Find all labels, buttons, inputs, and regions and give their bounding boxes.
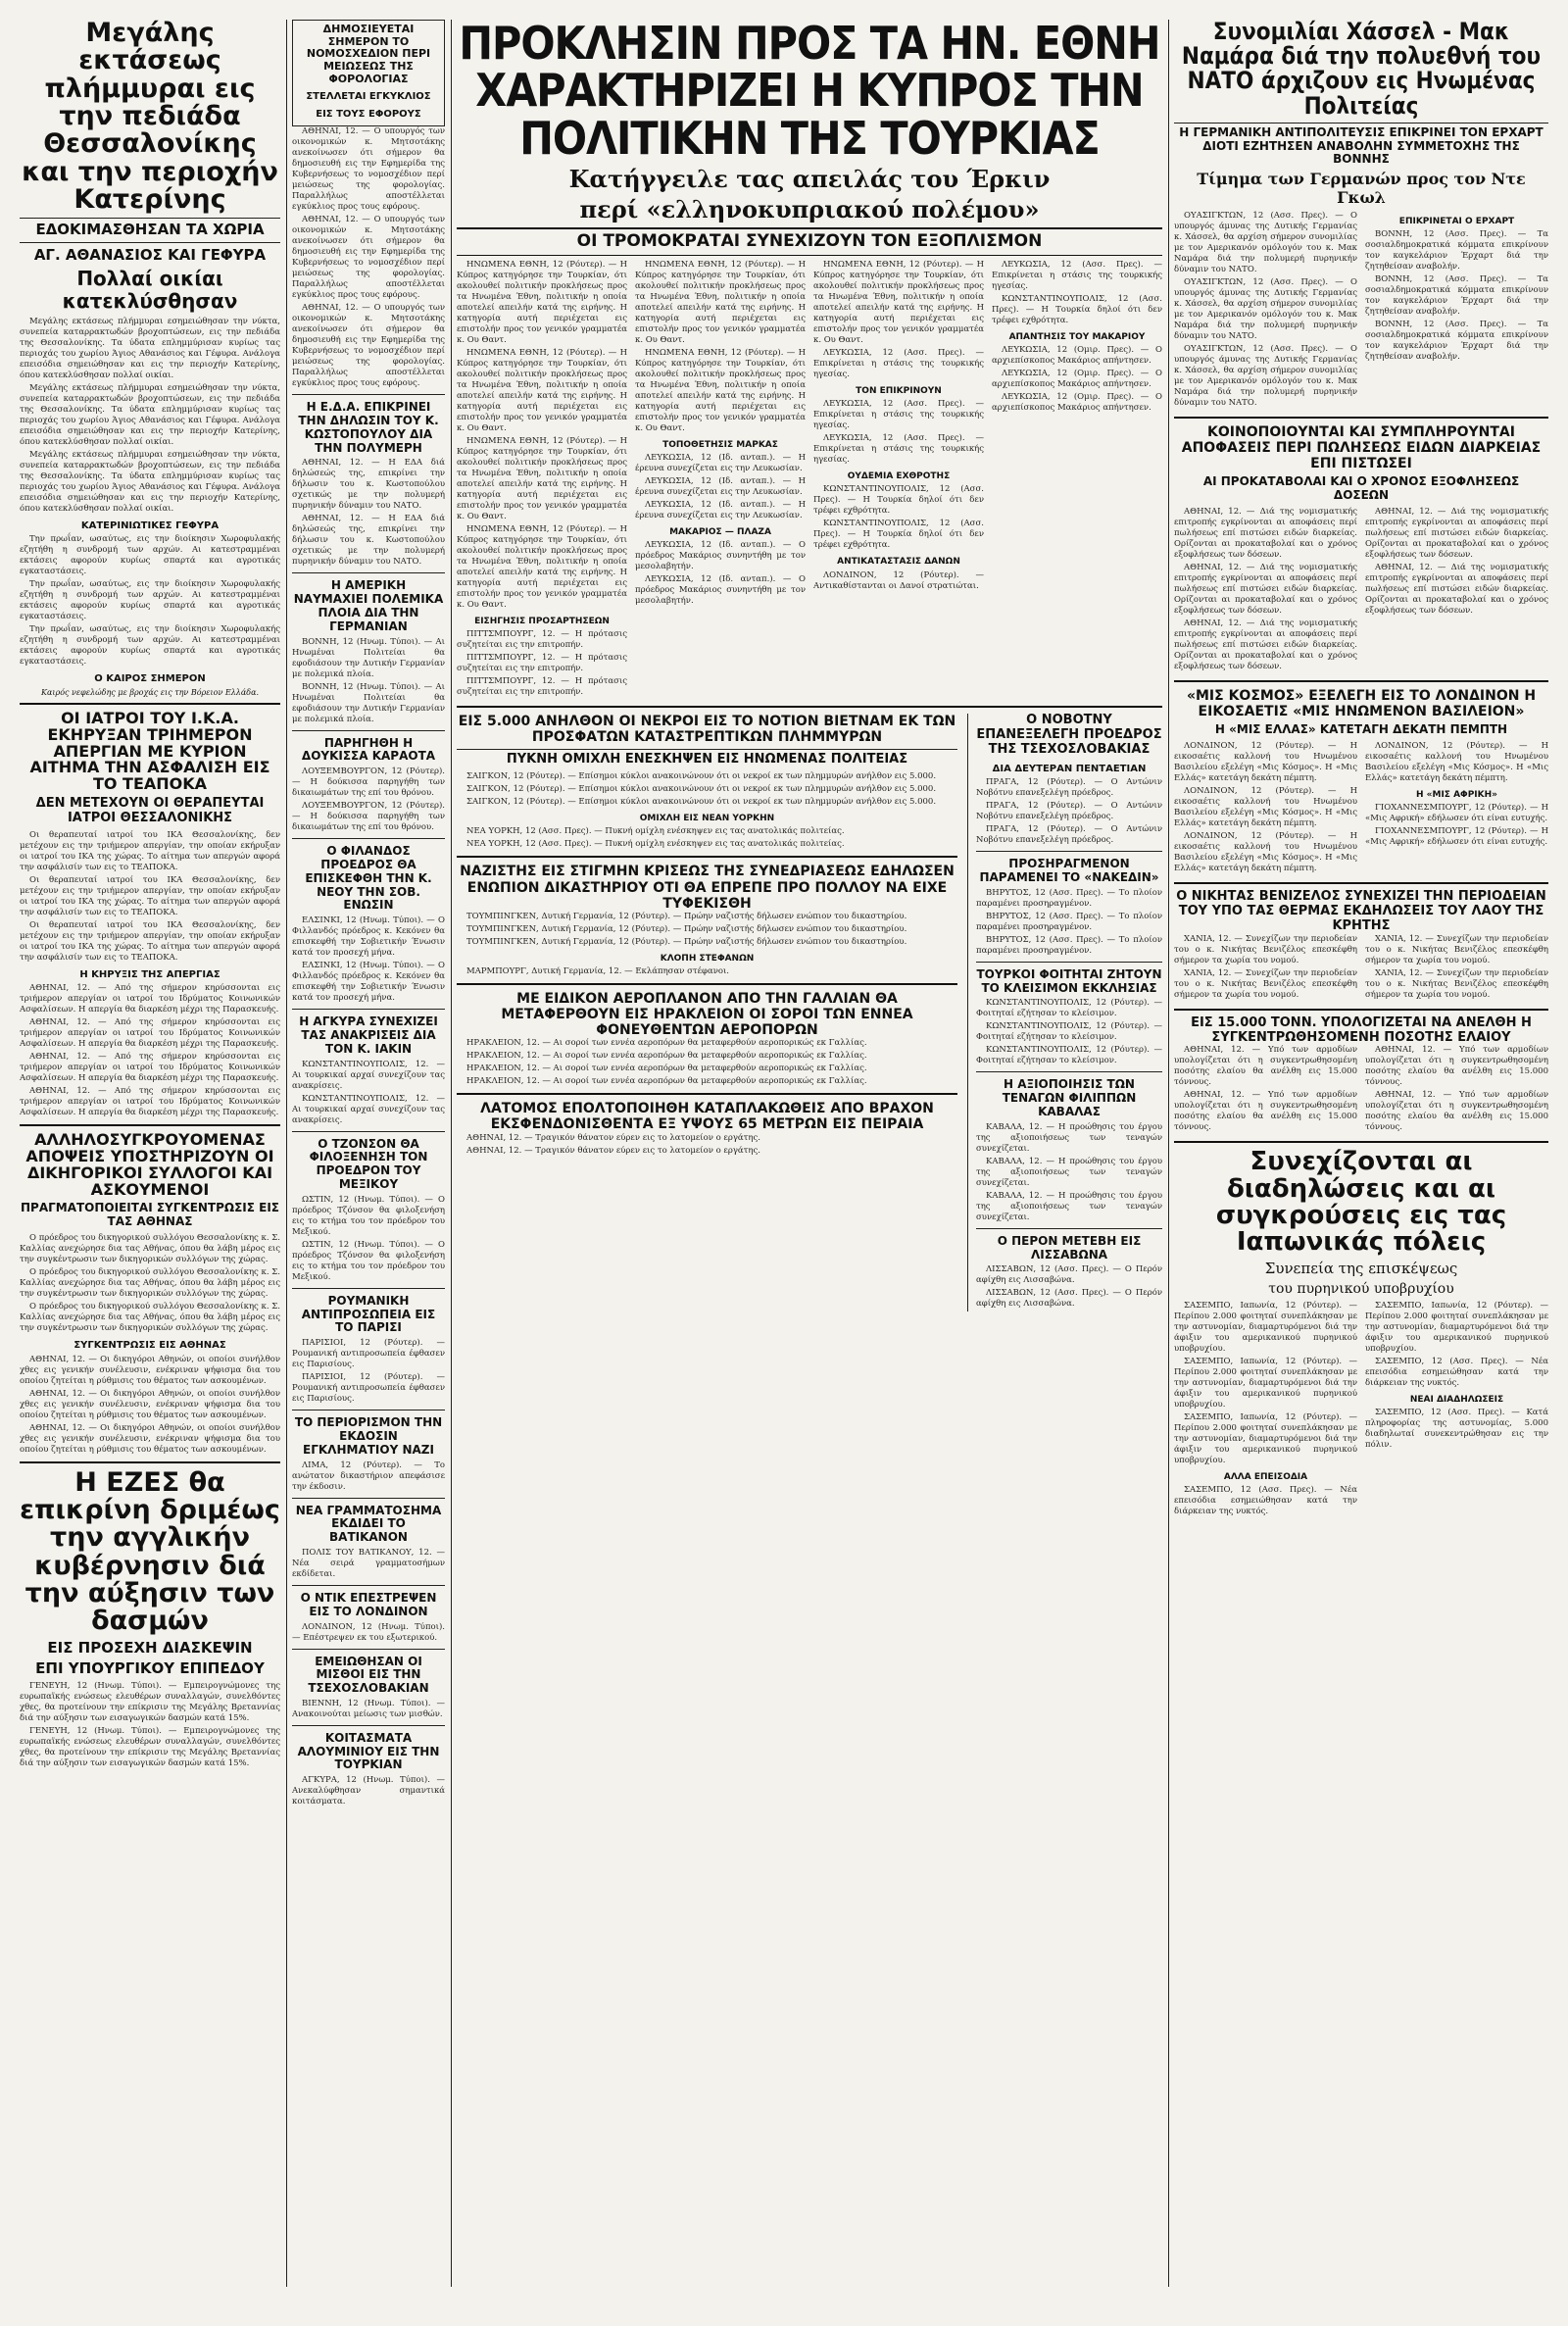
article-text: Ο πρόεδρος του δικηγορικού συλλόγου Θεσσαλονίκης κ. Σ. Καλλίας ανεχώρησε δια τας Αθήνας, όπου θα λάβη μέρος εις την συγκέντρωσιν των δικηγορικών συλλόγων της χώρας. Ο πρόεδρος του δικηγορικού συλλόγου Θεσσαλονίκης κ. Σ. Καλλίας ανεχώρησε δια τας Αθήνας, όπου θα λάβη μέρος εις την συγκέντρωσιν των δικηγορικών συλλόγων της χώρας. Ο πρόεδρος του δικηγορικού συλλόγου Θεσσαλονίκης κ. Σ. Καλλίας ανεχώρησε δια τας Αθήνας, όπου θα λάβη μέρος εις την συγκέντρωσιν των δικηγορικών συλλόγων της χώρας. (20, 1233, 280, 1334)
article-text: ΧΑΝΙΑ, 12. — Συνεχίζων την περιοδείαν του ο κ. Νικήτας Βενιζέλος επεσκέφθη σήμερον τα χωρία του νομού. ΧΑΝΙΑ, 12. — Συνεχίζων την περιοδείαν του ο κ. Νικήτας Βενιζέλος επεσκέφθη σήμερον τα χωρία του νομού. (1365, 933, 1548, 1000)
center-col (635, 260, 806, 700)
article-text: ΒΙΕΝΝΗ, 12 (Ηνωμ. Τύποι). — Ανακοινούται μείωσις των μισθών. (292, 1698, 445, 1719)
right-subcol (1365, 741, 1548, 876)
newspaper-page (20, 17, 1548, 2287)
subhead-houses: Πολλαί οικίαι κατεκλύσθησαν (62, 266, 238, 313)
article-text: ΛΕΥΚΩΣΙΑ, 12 (Ιδ. ανταπ.). — Ο πρόεδρος Μακάριος συνηντήθη με τον μεσολαβητήν. ΛΕΥΚΩΣΙΑ, 12 (Ιδ. ανταπ.). — Ο πρόεδρος Μακάριος συνηντήθη με τον μεσολαβητήν. (635, 540, 806, 607)
headline-students: ΤΟΥΡΚΟΙ ΦΟΙΤΗΤΑΙ ΖΗΤΟΥΝ ΤΟ ΚΛΕΙΣΙΜΟΝ ΕΚΚΛΗΣΙΑΣ (976, 966, 1162, 995)
center-block (457, 17, 1162, 1311)
article-text: ΧΑΝΙΑ, 12. — Συνεχίζων την περιοδείαν του ο κ. Νικήτας Βενιζέλος επεσκέφθη σήμερον τα χωρία του νομού. ΧΑΝΙΑ, 12. — Συνεχίζων την περιοδείαν του ο κ. Νικήτας Βενιζέλος επεσκέφθη σήμερον τα χωρία του νομού. (1174, 933, 1357, 1000)
right-columns (1174, 934, 1548, 1003)
headline-venizelos: Ο ΝΙΚΗΤΑΣ ΒΕΝΙΖΕΛΟΣ ΣΥΝΕΧΙΖΕΙ ΤΗΝ ΠΕΡΙΟΔΕΙΑΝ ΤΟΥ ΥΠΟ ΤΑΣ ΘΕΡΜΑΣ ΕΚΔΗΛΩΣΕΙΣ ΤΟΥ ΛΑΟΥ ΤΗΣ ΚΡΗΤΗΣ (1176, 888, 1546, 933)
article-text: ΝΕΑ ΥΟΡΚΗ, 12 (Ασσ. Πρες). — Πυκνή ομίχλη ενέσκηψεν εις τας ανατολικάς πολιτείας. ΝΕΑ ΥΟΡΚΗ, 12 (Ασσ. Πρες). — Πυκνή ομίχλη ενέσκηψεν εις τας ανατολικάς πολιτείας. (466, 826, 845, 850)
article-text: ΜΑΡΜΠΟΥΡΓ, Δυτική Γερμανία, 12. — Εκλάπησαν στέφανοι. (466, 966, 730, 977)
headline-aluminium: ΚΟΙΤΑΣΜΑΤΑ ΑΛΟΥΜΙΝΙΟΥ ΕΙΣ ΤΗΝ ΤΟΥΡΚΙΑΝ (297, 1730, 440, 1772)
subhead-opposition: Η ΓΕΡΜΑΝΙΚΗ ΑΝΤΙΠΟΛΙΤΕΥΣΙΣ ΕΠΙΚΡΙΝΕΙ ΤΟΝ ΕΡΧΑΡΤ ΔΙΟΤΙ ΕΖΗΤΗΣΕΝ ΑΝΑΒΟΛΗΝ ΣΥΜΜΕΤΟΧΗΣ ΤΗΣ ΒΟΝΝΗΣ (1174, 123, 1548, 167)
tax-bill-box (292, 20, 445, 126)
headline-miss-world: «ΜΙΣ ΚΟΣΜΟΣ» ΕΞΕΛΕΓΗ ΕΙΣ ΤΟ ΛΟΝΔΙΝΟΝ Η ΕΙΚΟΣΑΕΤΙΣ «ΜΙΣ ΗΝΩΜΕΝΟΝ ΒΑΣΙΛΕΙΟΝ» (1186, 687, 1537, 719)
tax-bill-sub2: ΕΙΣ ΤΟΥΣ ΕΦΟΡΟΥΣ (316, 108, 421, 120)
subhead-terrorists: ΟΙ ΤΡΟΜΟΚΡΑΤΑΙ ΣΥΝΕΧΙΖΟΥΝ ΤΟΝ ΕΞΟΠΛΙΣΜΟΝ (457, 227, 1162, 256)
article-text: ΚΩΝΣΤΑΝΤΙΝΟΥΠΟΛΙΣ, 12. — Αι τουρκικαί αρχαί συνεχίζουν τας ανακρίσεις. ΚΩΝΣΤΑΝΤΙΝΟΥΠΟΛΙΣ, 12. — Αι τουρκικαί αρχαί συνεχίζουν τας ανακρίσεις. (292, 1059, 445, 1125)
subhead-villages: ΕΔΟΚΙΜΑΣΘΗΣΑΝ ΤΑ ΧΩΡΙΑ (20, 218, 280, 242)
article-text: ΛΟΝΔΙΝΟΝ, 12 (Ηνωμ. Τύποι). — Επέστρεψεν εκ του εξωτερικού. (292, 1621, 445, 1643)
article-text: ΩΣΤΙΝ, 12 (Ηνωμ. Τύποι). — Ο πρόεδρος Τζόνσον θα φιλοξενήση εις το κτήμα του τον πρόεδρον του Μεξικού. ΩΣΤΙΝ, 12 (Ηνωμ. Τύποι). — Ο πρόεδρος Τζόνσον θα φιλοξενήση εις το κτήμα του τον πρόεδρον του Μεξικού. (292, 1194, 445, 1282)
headline-floods: Μεγάλης εκτάσεως πλήμμυραι εις την πεδιάδα Θεσσαλονίκης και την περιοχήν Κατερίνης (22, 18, 278, 216)
article-text: ΚΩΝΣΤΑΝΤΙΝΟΥΠΟΛΙΣ, 12 (Ασσ. Πρες). — Η Τουρκία δηλοί ότι δεν τρέφει εχθρότητα. ΚΩΝΣΤΑΝΤΙΝΟΥΠΟΛΙΣ, 12 (Ασσ. Πρες). — Η Τουρκία δηλοί ότι δεν τρέφει εχθρότητα. (813, 484, 984, 551)
column-rule (1168, 20, 1169, 2287)
article-text: ΗΡΑΚΛΕΙΟΝ, 12. — Αι σοροί των εννέα αεροπόρων θα μεταφερθούν αεροπορικώς εκ Γαλλίας. ΗΡΑΚΛΕΙΟΝ, 12. — Αι σοροί των εννέα αεροπόρων θα μεταφερθούν αεροπορικώς εκ Γαλλίας. ΗΡΑΚΛΕΙΟΝ, 12. — Αι σοροί των εννέα αεροπόρων θα μεταφερθούν αεροπορικώς εκ Γαλλίας. ΗΡΑΚΛΕΙΟΝ, 12. — Αι σοροί των εννέα αεροπόρων θα μεταφερθούν αεροπορικώς εκ Γαλλίας. (466, 1038, 867, 1087)
article-text: ΒΗΡΥΤΟΣ, 12 (Ασσ. Πρες). — Το πλοίον παραμένει προσηραγμένον. ΒΗΡΥΤΟΣ, 12 (Ασσ. Πρες). — Το πλοίον παραμένει προσηραγμένον. ΒΗΡΥΤΟΣ, 12 (Ασσ. Πρες). — Το πλοίον παραμένει προσηραγμένον. (976, 887, 1162, 956)
article-text: ΟΥΑΣΙΓΚΤΩΝ, 12 (Ασσ. Πρες). — Ο υπουργός άμυνας της Δυτικής Γερμανίας κ. Χάσσελ, θα αρχίση σήμερον συνομιλίας με τον Αμερικανόν ομόλογόν του κ. Μακ Ναμάρα διά την πολυμερή πυρηνικήν δύναμιν του ΝΑΤΟ. ΟΥΑΣΙΓΚΤΩΝ, 12 (Ασσ. Πρες). — Ο υπουργός άμυνας της Δυτικής Γερμανίας κ. Χάσσελ, θα αρχίση σήμερον συνομιλίας με τον Αμερικανόν ομόλογόν του κ. Μακ Ναμάρα διά την πολυμερή πυρηνικήν δύναμιν του ΝΑΤΟ. ΟΥΑΣΙΓΚΤΩΝ, 12 (Ασσ. Πρες). — Ο υπουργός άμυνας της Δυτικής Γερμανίας κ. Χάσσελ, θα αρχίση σήμερον συνομιλίας με τον Αμερικανόν ομόλογόν του κ. Μακ Ναμάρα διά την πολυμερή πυρηνικήν δύναμιν του ΝΑΤΟ. (1174, 210, 1357, 408)
section-head: ΚΛΟΠΗ ΣΤΕΦΑΝΩΝ (660, 953, 755, 964)
headline-ezes: Η ΕΖΕΣ θα επικρίνη δριμέως την αγγλικήν κυβέρνησιν διά την αύξησιν των δασμών (20, 1466, 280, 1637)
article-text: ΑΘΗΝΑΙ, 12. — Διά της νομισματικής επιτροπής εγκρίνονται αι αποφάσεις περί πωλήσεως επί πιστώσει ειδών διαρκείας. Ορίζονται αι προκαταβολαί και ο χρόνος εξοφλήσεως των δόσεων. ΑΘΗΝΑΙ, 12. — Διά της νομισματικής επιτροπής εγκρίνονται αι αποφάσεις περί πωλήσεως επί πιστώσει ειδών διαρκείας. Ορίζονται αι προκαταβολαί και ο χρόνος εξοφλήσεως των δόσεων. ΑΘΗΝΑΙ, 12. — Διά της νομισματικής επιτροπής εγκρίνονται αι αποφάσεις περί πωλήσεως επί πιστώσει ειδών διαρκείας. Ορίζονται αι προκαταβολαί και ο χρόνος εξοφλήσεως των δόσεων. (1174, 506, 1357, 671)
article-text: Οι θεραπευταί ιατροί του ΙΚΑ Θεσσαλονίκης, δεν μετέχουν εις την τριήμερον απεργίαν, την οποίαν εκήρυξαν οι ιατροί του ΙΚΑ της χώρας. Το αίτημα των απεργών αφορά την ασφάλισίν των εις το ΤΕΑΠΟΚΑ. Οι θεραπευταί ιατροί του ΙΚΑ Θεσσαλονίκης, δεν μετέχουν εις την τριήμερον απεργίαν, την οποίαν εκήρυξαν οι ιατροί του ΙΚΑ της χώρας. Το αίτημα των απεργών αφορά την ασφάλισίν των εις το ΤΕΑΠΟΚΑ. Οι θεραπευταί ιατροί του ΙΚΑ Θεσσαλονίκης, δεν μετέχουν εις την τριήμερον απεργίαν, την οποίαν εκήρυξαν οι ιατροί του ΙΚΑ της χώρας. Το αίτημα των απεργών αφορά την ασφάλισίν των εις το ΤΕΑΠΟΚΑ. (20, 829, 280, 963)
right-columns (1174, 211, 1548, 411)
headline-credit: ΚΟΙΝΟΠΟΙΟΥΝΤΑΙ ΚΑΙ ΣΥΜΠΛΗΡΟΥΝΤΑΙ ΑΠΟΦΑΣΕΙΣ ΠΕΡΙ ΠΩΛΗΣΕΩΣ ΕΙΔΩΝ ΔΙΑΡΚΕΙΑΣ ΕΠΙ ΠΙΣΤΩΣΕΙ (1181, 423, 1542, 472)
headline-salaries: ΕΜΕΙΩΘΗΣΑΝ ΟΙ ΜΙΣΘΟΙ ΕΙΣ ΤΗΝ ΤΣΕΧΟΣΛΟΒΑΚΙΑΝ (308, 1654, 429, 1696)
headline-nato: Συνομιλίαι Χάσσελ - Μακ Ναμάρα διά την πολυεθνή του ΝΑΤΟ άρχιζουν εις Ηνωμένας Πολιτείας (1181, 18, 1542, 120)
subhead-miss-greece: Η «ΜΙΣ ΕΛΛΑΣ» ΚΑΤΕΤΑΓΗ ΔΕΚΑΤΗ ΠΕΜΠΤΗ (1214, 721, 1508, 736)
center-col (992, 260, 1162, 700)
headline-finnish: Ο ΦΙΛΑΝΔΟΣ ΠΡΟΕΔΡΟΣ ΘΑ ΕΠΙΣΚΕΦΘΗ ΤΗΝ Κ. ΝΕΟΥ ΤΗΝ ΣΟΒ. ΕΝΩΣΙΝ (305, 844, 432, 913)
headline-romanian: ΡΟΥΜΑΝΙΚΗ ΑΝΤΙΠΡΟΣΩΠΕΙΑ ΕΙΣ ΤΟ ΠΑΡΙΣΙ (301, 1293, 436, 1335)
headline-nakedin: ΠΡΟΣΗΡΑΓΜΕΝΟΝ ΠΑΡΑΜΕΝΕΙ ΤΟ «ΝΑΚΕΔΙΝ» (979, 857, 1159, 885)
headline-nazi-trial: ΝΑΖΙΣΤΗΣ ΕΙΣ ΣΤΙΓΜΗΝ ΚΡΙΣΕΩΣ ΤΗΣ ΣΥΝΕΔΡΙΑΣΕΩΣ ΕΔΗΛΩΣΕΝ ΕΝΩΠΙΟΝ ΔΙΚΑΣΤΗΡΙΟΥ ΟΤΙ ΘΑ ΕΠΡΕΠΕ ΠΡΟ ΠΟΛΛΟΥ ΝΑ ΕΙΧΕ ΤΥΦΕΚΙΣΘΗ (460, 864, 955, 912)
article-text: ΚΑΒΑΛΑ, 12. — Η προώθησις του έργου της αξιοποιήσεως των τεναγών συνεχίζεται. ΚΑΒΑΛΑ, 12. — Η προώθησις του έργου της αξιοποιήσεως των τεναγών συνεχίζεται. ΚΑΒΑΛΑ, 12. — Η προώθησις του έργου της αξιοποιήσεως των τεναγών συνεχίζεται. (976, 1121, 1162, 1222)
headline-japan: Συνεχίζονται αι διαδηλώσεις και αι συγκρούσεις εις τας Ιαπωνικάς πόλεις (1215, 1147, 1507, 1258)
headline-nik: Ο ΝΤΙΚ ΕΠΕΣΤΡΕΨΕΝ ΕΙΣ ΤΟ ΛΟΝΔΙΝΟΝ (300, 1590, 437, 1618)
article-text: ΓΙΟΧΑΝΝΕΣΜΠΟΥΡΓ, 12 (Ρόυτερ). — Η «Μις Αφρική» εδήλωσεν ότι είναι ευτυχής. ΓΙΟΧΑΝΝΕΣΜΠΟΥΡΓ, 12 (Ρόυτερ). — Η «Μις Αφρική» εδήλωσεν ότι είναι ευτυχής. (1365, 803, 1548, 848)
section-head: ΤΟΠΟΘΕΤΗΣΙΣ ΜΑΡΚΑΣ (662, 439, 778, 450)
article-text: ΛΙΣΣΑΒΩΝ, 12 (Ασσ. Πρες). — Ο Περόν αφίχθη εις Λισσαβώνα. ΛΙΣΣΑΒΩΝ, 12 (Ασσ. Πρες). — Ο Περόν αφίχθη εις Λισσαβώνα. (976, 1264, 1162, 1310)
subhead-erkin: Κατήγγειλε τας απειλάς του Έρκιν (568, 164, 1051, 193)
subhead-price: Τίμημα των Γερμανών προς τον Ντε Γκωλ (1197, 170, 1526, 207)
article-text: ΛΕΥΚΩΣΙΑ, 12 (Ασσ. Πρες). — Επικρίνεται η στάσις της τουρκικής ηγεσίας. ΚΩΝΣΤΑΝΤΙΝΟΥΠΟΛΙΣ, 12 (Ασσ. Πρες). — Η Τουρκία δηλοί ότι δεν τρέφει εχθρότητα. (992, 259, 1162, 325)
left-column (20, 20, 280, 1771)
center-lower-left (457, 714, 957, 1311)
article-text: ΑΘΗΝΑΙ, 12. — Ο υπουργός των οικονομικών κ. Μητσοτάκης ανεκοίνωσεν ότι σήμερον θα δημοσιευθή εις την Εφημερίδα της Κυβερνήσεως το νομοσχέδιον περί μειώσεως της φορολογίας. Παραλλήλως αποστέλλεται εγκύκλιος προς τους εφόρους. ΑΘΗΝΑΙ, 12. — Ο υπουργός των οικονομικών κ. Μητσοτάκης ανεκοίνωσεν ότι σήμερον θα δημοσιευθή εις την Εφημερίδα της Κυβερνήσεως το νομοσχέδιον περί μειώσεως της φορολογίας. Παραλλήλως αποστέλλεται εγκύκλιος προς τους εφόρους. ΑΘΗΝΑΙ, 12. — Ο υπουργός των οικονομικών κ. Μητσοτάκης ανεκοίνωσεν ότι σήμερον θα δημοσιευθή εις την Εφημερίδα της Κυβερνήσεως το νομοσχέδιον περί μειώσεως της φορολογίας. Παραλλήλως αποστέλλεται εγκύκλιος προς τους εφόρους. (292, 126, 445, 389)
weather-text: Καιρός νεφελώδης με βροχάς εις την Βόρειον Ελλάδα. (40, 687, 260, 697)
headline-peron: Ο ΠΕΡΟΝ ΜΕΤΕΒΗ ΕΙΣ ΛΙΣΣΑΒΩΝΑ (997, 1233, 1142, 1262)
article-text: ΑΓΚΥΡΑ, 12 (Ηνωμ. Τύποι). — Ανεκαλύφθησαν σημαντικά κοιτάσματα. (292, 1775, 445, 1807)
subhead-visit: Συνεπεία της επισκέψεως (1264, 1259, 1458, 1277)
right-columns (1174, 1301, 1548, 1519)
article-text: ΑΘΗΝΑΙ, 12. — Διά της νομισματικής επιτροπής εγκρίνονται αι αποφάσεις περί πωλήσεως επί πιστώσει ειδών διαρκείας. Ορίζονται αι προκαταβολαί και ο χρόνος εξοφλήσεως των δόσεων. ΑΘΗΝΑΙ, 12. — Διά της νομισματικής επιτροπής εγκρίνονται αι αποφάσεις περί πωλήσεως επί πιστώσει ειδών διαρκείας. Ορίζονται αι προκαταβολαί και ο χρόνος εξοφλήσεως των δόσεων. (1365, 506, 1548, 616)
column-rule (286, 20, 287, 2287)
article-text: ΛΟΥΞΕΜΒΟΥΡΓΟΝ, 12 (Ρόυτερ). — Η δούκισσα παρηγήθη των δικαιωμάτων της επί του θρόνου. ΛΟΥΞΕΜΒΟΥΡΓΟΝ, 12 (Ρόυτερ). — Η δούκισσα παρηγήθη των δικαιωμάτων της επί του θρόνου. (292, 767, 445, 833)
section-head: ΑΠΑΝΤΗΣΙΣ ΤΟΥ ΜΑΚΑΡΙΟΥ (1008, 331, 1146, 342)
headline-vietnam: ΕΙΣ 5.000 ΑΝΗΛΘΟΝ ΟΙ ΝΕΚΡΟΙ ΕΙΣ ΤΟ ΝΟΤΙΟΝ ΒΙΕΤΝΑΜ ΕΚ ΤΩΝ ΠΡΟΣΦΑΤΩΝ ΚΑΤΑΣΤΡΕΠΤΙΚΩΝ ΠΛΗΜΜΥΡΩΝ (458, 713, 956, 746)
article-text: Μεγάλης εκτάσεως πλήμμυραι εσημειώθησαν την νύκτα, συνεπεία καταρρακτωδών βροχοπτώσεων, εις την πεδιάδα της Θεσσαλονίκης. Τα ύδατα επλημμύρισαν κυρίως τας περιοχάς του χωρίου Άγιος Αθανάσιος και Γέφυρα. Ανάλογα επεισόδια σημειώθησαν και εις την περιοχήν Κατερίνης, όπου κατεκλύσθησαν πολλαί οικίαι. Μεγάλης εκτάσεως πλήμμυραι εσημειώθησαν την νύκτα, συνεπεία καταρρακτωδών βροχοπτώσεων, εις την πεδιάδα της Θεσσαλονίκης. Τα ύδατα επλημμύρισαν κυρίως τας περιοχάς του χωρίου Άγιος Αθανάσιος και Γέφυρα. Ανάλογα επεισόδια σημειώθησαν και εις την περιοχήν Κατερίνης, όπου κατεκλύσθησαν πολλαί οικίαι. Μεγάλης εκτάσεως πλήμμυραι εσημειώθησαν την νύκτα, συνεπεία καταρρακτωδών βροχοπτώσεων, εις την πεδιάδα της Θεσσαλονίκης. Τα ύδατα επλημμύρισαν κυρίως τας περιοχάς του χωρίου Άγιος Αθανάσιος και Γέφυρα. Ανάλογα επεισόδια σημειώθησαν και εις την περιοχήν Κατερίνης, όπου κατεκλύσθησαν πολλαί οικίαι. (20, 316, 280, 514)
article-text: ΑΘΗΝΑΙ, 12. — Υπό των αρμοδίων υπολογίζεται ότι η συγκεντρωθησομένη ποσότης ελαίου θα ανέλθη εις 15.000 τόννους. ΑΘΗΝΑΙ, 12. — Υπό των αρμοδίων υπολογίζεται ότι η συγκεντρωθησομένη ποσότης ελαίου θα ανέλθη εις 15.000 τόννους. (1365, 1045, 1548, 1133)
section-head: ΟΜΙΧΛΗ ΕΙΣ ΝΕΑΝ ΥΟΡΚΗΝ (639, 814, 775, 824)
subhead-credit: ΑΙ ΠΡΟΚΑΤΑΒΟΛΑΙ ΚΑΙ Ο ΧΡΟΝΟΣ ΕΞΟΦΛΗΣΕΩΣ ΔΟΣΕΩΝ (1202, 474, 1520, 502)
article-text: ΑΘΗΝΑΙ, 12. — Οι δικηγόροι Αθηνών, οι οποίοι συνήλθον χθες εις γενικήν συνέλευσιν, ενέκριναν ψήφισμα δια του οποίου ζητείται η ρύθμισις του θέματος των ασκουμένων. ΑΘΗΝΑΙ, 12. — Οι δικηγόροι Αθηνών, οι οποίοι συνήλθον χθες εις γενικήν συνέλευσιν, ενέκριναν ψήφισμα δια του οποίου ζητείται η ρύθμισις του θέματος των ασκουμένων. ΑΘΗΝΑΙ, 12. — Οι δικηγόροι Αθηνών, οι οποίοι συνήλθον χθες εις γενικήν συνέλευσιν, ενέκριναν ψήφισμα δια του οποίου ζητείται η ρύθμισις του θέματος των ασκουμένων. (20, 1354, 280, 1455)
article-text: ΕΛΣΙΝΚΙ, 12 (Ηνωμ. Τύποι). — Ο Φιλλανδός πρόεδρος κ. Κεκόνεν θα επισκεφθή την Σοβιετικήν Ένωσιν κατά τον προσεχή μήνα. ΕΛΣΙΝΚΙ, 12 (Ηνωμ. Τύποι). — Ο Φιλλανδός πρόεδρος κ. Κεκόνεν θα επισκεφθή την Σοβιετικήν Ένωσιν κατά τον προσεχή μήνα. (292, 916, 445, 1004)
right-subcol (1365, 211, 1548, 411)
article-text: ΠΡΑΓΑ, 12 (Ρόυτερ). — Ο Αντώνιν Νοβότνυ επανεξελέγη πρόεδρος. ΠΡΑΓΑ, 12 (Ρόυτερ). — Ο Αντώνιν Νοβότνυ επανεξελέγη πρόεδρος. ΠΡΑΓΑ, 12 (Ρόυτερ). — Ο Αντώνιν Νοβότνυ επανεξελέγη πρόεδρος. (976, 777, 1162, 846)
headline-lawyers: ΑΛΛΗΛΟΣΥΓΚΡΟΥΟΜΕΝΑΣ ΑΠΟΨΕΙΣ ΥΠΟΣΤΗΡΙΖΟΥΝ ΟΙ ΔΙΚΗΓΟΡΙΚΟΙ ΣΥΛΛΟΓΟΙ ΚΑΙ ΑΣΚΟΥΜΕΝΟΙ (25, 1130, 274, 1199)
center-col (457, 260, 627, 700)
tax-bill-sub: ΣΤΕΛΛΕΤΑΙ ΕΓΚΥΚΛΙΟΣ (306, 91, 431, 103)
subhead-war: περί «ελληνοκυπριακού πολέμου» (579, 195, 1040, 224)
center-col (813, 260, 984, 700)
article-text: ΠΙΤΤΣΜΠΟΥΡΓ, 12. — Η πρότασις συζητείται εις την επιτροπήν. ΠΙΤΤΣΜΠΟΥΡΓ, 12. — Η πρότασις συζητείται εις την επιτροπήν. ΠΙΤΤΣΜΠΟΥΡΓ, 12. — Η πρότασις συζητείται εις την επιτροπήν. (457, 628, 627, 697)
article-text: ΒΟΝΝΗ, 12 (Ηνωμ. Τύποι). — Αι Ηνωμέναι Πολιτείαι θα εφοδιάσουν την Δυτικήν Γερμανίαν με πολεμικά πλοία. ΒΟΝΝΗ, 12 (Ηνωμ. Τύποι). — Αι Ηνωμέναι Πολιτείαι θα εφοδιάσουν την Δυτικήν Γερμανίαν με πολεμικά πλοία. (292, 636, 445, 724)
article-text: ΣΑΙΓΚΟΝ, 12 (Ρόυτερ). — Επίσημοι κύκλοι ανακοινώνουν ότι οι νεκροί εκ των πλημμυρών ανήλθον εις 5.000. ΣΑΙΓΚΟΝ, 12 (Ρόυτερ). — Επίσημοι κύκλοι ανακοινώνουν ότι οι νεκροί εκ των πλημμυρών ανήλθον εις 5.000. ΣΑΙΓΚΟΝ, 12 (Ρόυτερ). — Επίσημοι κύκλοι ανακοινώνουν ότι οι νεκροί εκ των πλημμυρών ανήλθον εις 5.000. (466, 771, 937, 808)
article-text: ΛΙΜΑ, 12 (Ρόυτερ). — Το ανώτατον δικαστήριον απεφάσισε την έκδοσιν. (292, 1460, 445, 1492)
center-lower-right (967, 714, 1162, 1311)
subhead-agathanasios: ΑΓ. ΑΘΑΝΑΣΙΟΣ ΚΑΙ ΓΕΦΥΡΑ (33, 245, 267, 264)
headline-novotny: Ο ΝΟΒΟΤΝΥ ΕΠΑΝΕΞΕΛΕΓΗ ΠΡΟΕΔΡΟΣ ΤΗΣ ΤΣΕΧΟΣΛΟΒΑΚΙΑΣ (976, 712, 1162, 757)
section-head: ΣΥΓΚΕΝΤΡΩΣΙΣ ΕΙΣ ΑΘΗΝΑΣ (74, 1340, 226, 1352)
section-head: ΕΠΙΚΡΙΝΕΤΑΙ Ο ΕΡΧΑΡΤ (1398, 216, 1515, 226)
article-text: ΣΑΣΕΜΠΟ, 12 (Ασσ. Πρες). — Νέα επεισόδια εσημειώθησαν κατά την διάρκειαν της νυκτός. (1174, 1485, 1357, 1517)
article-text: ΤΟΥΜΠΙΝΓΚΕΝ, Δυτική Γερμανία, 12 (Ρόυτερ). — Πρώην ναζιστής δήλωσεν ενώπιον του δικαστηρίου. ΤΟΥΜΠΙΝΓΚΕΝ, Δυτική Γερμανία, 12 (Ρόυτερ). — Πρώην ναζιστής δήλωσεν ενώπιον του δικαστηρίου. ΤΟΥΜΠΙΝΓΚΕΝ, Δυτική Γερμανία, 12 (Ρόυτερ). — Πρώην ναζιστής δήλωσεν ενώπιον του δικαστηρίου. (466, 911, 907, 947)
article-text: Την πρωΐαν, ωσαύτως, εις την διοίκησιν Χωροφυλακής εζητήθη η συνδρομή των αρχών. Αι κατεστραμμέναι εκτάσεις αφορούν κυρίως σπαρτά και αγροτικάς εγκαταστάσεις. Την πρωΐαν, ωσαύτως, εις την διοίκησιν Χωροφυλακής εζητήθη η συνδρομή των αρχών. Αι κατεστραμμέναι εκτάσεις αφορούν κυρίως σπαρτά και αγροτικάς εγκαταστάσεις. Την πρωΐαν, ωσαύτως, εις την διοίκησιν Χωροφυλακής εζητήθη η συνδρομή των αρχών. Αι κατεστραμμέναι εκτάσεις αφορούν κυρίως σπαρτά και αγροτικάς εγκαταστάσεις. (20, 534, 280, 668)
headline-nazi: ΤΟ ΠΕΡΙΟΡΙΣΜΟΝ ΤΗΝ ΕΚΔΟΣΙΝ ΕΓΚΛΗΜΑΤΙΟΥ ΝΑΖΙ (294, 1415, 443, 1457)
headline-warships: Η ΑΜΕΡΙΚΗ ΝΑΥΜΑΧΙΕΙ ΠΟΛΕΜΙΚΑ ΠΛΟΙΑ ΔΙΑ ΤΗΝ ΓΕΡΜΑΝΙΑΝ (293, 578, 444, 633)
weather-head: Ο ΚΑΙΡΟΣ ΣΗΜΕΡΟΝ (94, 673, 206, 685)
subhead-novotny: ΔΙΑ ΔΕΥΤΕΡΑΝ ΠΕΝΤΑΕΤΙΑΝ (992, 763, 1147, 774)
article-text: ΛΕΥΚΩΣΙΑ, 12 (Ιδ. ανταπ.). — Η έρευνα συνεχίζεται εις την Λευκωσίαν. ΛΕΥΚΩΣΙΑ, 12 (Ιδ. ανταπ.). — Η έρευνα συνεχίζεται εις την Λευκωσίαν. ΛΕΥΚΩΣΙΑ, 12 (Ιδ. ανταπ.). — Η έρευνα συνεχίζεται εις την Λευκωσίαν. (635, 452, 806, 520)
headline-tenagi: Η ΑΞΙΟΠΟΙΗΣΙΣ ΤΩΝ ΤΕΝΑΓΩΝ ΦΙΛΙΠΠΩΝ ΚΑΒΑΛΑΣ (1002, 1077, 1137, 1119)
subhead-lawyers: ΠΡΑΓΜΑΤΟΠΟΙΕΙΤΑΙ ΣΥΓΚΕΝΤΡΩΣΙΣ ΕΙΣ ΤΑΣ ΑΘΗΝΑΣ (20, 1201, 280, 1229)
section-head: Η ΚΗΡΥΞΙΣ ΤΗΣ ΑΠΕΡΓΙΑΣ (79, 968, 220, 980)
section-head: ΑΝΤΙΚΑΤΑΣΤΑΣΙΣ ΔΑΝΩΝ (837, 557, 960, 568)
subhead-doctors: ΔΕΝ ΜΕΤΕΧΟΥΝ ΟΙ ΘΕΡΑΠΕΥΤΑΙ ΙΑΤΡΟΙ ΘΕΣΣΑΛΟΝΙΚΗΣ (35, 795, 265, 825)
headline-johnson: Ο ΤΖΟΝΣΟΝ ΘΑ ΦΙΛΟΞΕΝΗΣΗ ΤΟΝ ΠΡΟΕΔΡΟΝ ΤΟΥ ΜΕΞΙΚΟΥ (309, 1136, 428, 1191)
article-text: ΗΝΩΜΕΝΑ ΕΘΝΗ, 12 (Ρόυτερ). — Η Κύπρος κατηγόρησε την Τουρκίαν, ότι ακολουθεί πολιτικήν προκλήσεως προς τα Ηνωμένα Έθνη, πολιτικήν η οποία αποτελεί απειλήν κατά της ειρήνης. Η κατηγορία αυτή περιέχεται εις επιστολήν προς τον γενικόν γραμματέα κ. Ου Θαντ. ΗΝΩΜΕΝΑ ΕΘΝΗ, 12 (Ρόυτερ). — Η Κύπρος κατηγόρησε την Τουρκίαν, ότι ακολουθεί πολιτικήν προκλήσεως προς τα Ηνωμένα Έθνη, πολιτικήν η οποία αποτελεί απειλήν κατά της ειρήνης. Η κατηγορία αυτή περιέχεται εις επιστολήν προς τον γενικόν γραμματέα κ. Ου Θαντ. ΗΝΩΜΕΝΑ ΕΘΝΗ, 12 (Ρόυτερ). — Η Κύπρος κατηγόρησε την Τουρκίαν, ότι ακολουθεί πολιτικήν προκλήσεως προς τα Ηνωμένα Έθνη, πολιτικήν η οποία αποτελεί απειλήν κατά της ειρήνης. Η κατηγορία αυτή περιέχεται εις επιστολήν προς τον γενικόν γραμματέα κ. Ου Θαντ. ΗΝΩΜΕΝΑ ΕΘΝΗ, 12 (Ρόυτερ). — Η Κύπρος κατηγόρησε την Τουρκίαν, ότι ακολουθεί πολιτικήν προκλήσεως προς τα Ηνωμένα Έθνη, πολιτικήν η οποία αποτελεί απειλήν κατά της ειρήνης. Η κατηγορία αυτή περιέχεται εις επιστολήν προς τον γενικόν γραμματέα κ. Ου Θαντ. (457, 259, 627, 610)
article-text: ΣΑΣΕΜΠΟ, Ιαπωνία, 12 (Ρόυτερ). — Περίπου 2.000 φοιτηταί συνεπλάκησαν με την αστυνομίαν, διαμαρτυρόμενοι διά την άφιξιν του αμερικανικού πυρηνικού υποβρυχίου. ΣΑΣΕΜΠΟ, 12 (Ασσ. Πρες). — Νέα επεισόδια εσημειώθησαν κατά την διάρκειαν της νυκτός. (1365, 1301, 1548, 1388)
headline-cyprus: ΠΡΟΚΛΗΣΙΝ ΠΡΟΣ ΤΑ ΗΝ. ΕΘΝΗ ΧΑΡΑΚΤΗΡΙΖΕΙ Η ΚΥΠΡΟΣ ΤΗΝ ΠΟΛΙΤΙΚΗΝ ΤΗΣ ΤΟΥΡΚΙΑΣ (459, 17, 1160, 165)
right-subcol (1174, 1301, 1357, 1519)
article-text: ΒΟΝΝΗ, 12 (Ασσ. Πρες). — Τα σοσιαλδημοκρατικά κόμματα επικρίνουν τον καγκελάριον Έρχαρτ διά την ζητηθείσαν αναβολήν. ΒΟΝΝΗ, 12 (Ασσ. Πρες). — Τα σοσιαλδημοκρατικά κόμματα επικρίνουν τον καγκελάριον Έρχαρτ διά την ζητηθείσαν αναβολήν. ΒΟΝΝΗ, 12 (Ασσ. Πρες). — Τα σοσιαλδημοκρατικά κόμματα επικρίνουν τον καγκελάριον Έρχαρτ διά την ζητηθείσαν αναβολήν. (1365, 229, 1548, 363)
headline-eda: Η Ε.Δ.Α. ΕΠΙΚΡΙΝΕΙ ΤΗΝ ΔΗΛΩΣΙΝ ΤΟΥ Κ. ΚΩΣΤΟΠΟΥΛΟΥ ΔΙΑ ΤΗΝ ΠΟΛΥΜΕΡΗ (298, 400, 439, 455)
center-columns (457, 260, 1162, 700)
article-text: ΑΘΗΝΑΙ, 12. — Η ΕΔΑ διά δηλώσεώς της, επικρίνει την δήλωσιν του κ. Κωστοπούλου σχετικώς με την πολυμερή πυρηνικήν δύναμιν του ΝΑΤΟ. ΑΘΗΝΑΙ, 12. — Η ΕΔΑ διά δηλώσεώς της, επικρίνει την δήλωσιν του κ. Κωστοπούλου σχετικώς με την πολυμερή πυρηνικήν δύναμιν του ΝΑΤΟ. (292, 458, 445, 568)
center-lower (457, 714, 1162, 1311)
article-text: ΛΕΥΚΩΣΙΑ, 12 (Ασσ. Πρες). — Επικρίνεται η στάσις της τουρκικής ηγεσίας. ΛΕΥΚΩΣΙΑ, 12 (Ασσ. Πρες). — Επικρίνεται η στάσις της τουρκικής ηγεσίας. (813, 398, 984, 465)
section-head: ΑΛΛΑ ΕΠΕΙΣΟΔΙΑ (1223, 1472, 1308, 1482)
article-text: ΑΘΗΝΑΙ, 12. — Τραγικόν θάνατον εύρεν εις το λατομείον ο εργάτης. ΑΘΗΝΑΙ, 12. — Τραγικόν θάνατον εύρεν εις το λατομείον ο εργάτης. (466, 1132, 760, 1156)
right-columns (1174, 507, 1548, 674)
right-columns (1174, 741, 1548, 876)
headline-quarry: ΛΑΤΟΜΟΣ ΕΠΟΛΤΟΠΟΙΗΘΗ ΚΑΤΑΠΛΑΚΩΘΕΙΣ ΑΠΟ ΒΡΑΧΟΝ ΕΚΣΦΕΝΔΟΝΙΣΘΕΝΤΑ ΕΞ ΥΨΟΥΣ 65 ΜΕΤΡΩΝ ΕΙΣ ΠΕΙΡΑΙΑ (480, 1101, 934, 1133)
section-head: ΟΥΔΕΜΙΑ ΕΧΘΡΟΤΗΣ (847, 470, 951, 481)
article-text: ΣΑΣΕΜΠΟ, Ιαπωνία, 12 (Ρόυτερ). — Περίπου 2.000 φοιτηταί συνεπλάκησαν με την αστυνομίαν, διαμαρτυρόμενοι διά την άφιξιν του αμερικανικού πυρηνικού υποβρυχίου. ΣΑΣΕΜΠΟ, Ιαπωνία, 12 (Ρόυτερ). — Περίπου 2.000 φοιτηταί συνεπλάκησαν με την αστυνομίαν, διαμαρτυρόμενοι διά την άφιξιν του αμερικανικού πυρηνικού υποβρυχίου. ΣΑΣΕΜΠΟ, Ιαπωνία, 12 (Ρόυτερ). — Περίπου 2.000 φοιτηταί συνεπλάκησαν με την αστυνομίαν, διαμαρτυρόμενοι διά την άφιξιν του αμερικανικού πυρηνικού υποβρυχίου. (1174, 1301, 1357, 1465)
headline-duchess: ΠΑΡΗΓΗΘΗ Η ΔΟΥΚΙΣΣΑ ΚΑΡΑΟΤΑ (301, 735, 436, 764)
right-column (1174, 20, 1548, 1519)
article-text: ΛΟΝΔΙΝΟΝ, 12 (Ρόυτερ). — Η εικοσαέτις καλλονή του Ηνωμένου Βασιλείου εξελέγη «Μις Κόσμος». Η «Μις Ελλάς» κατετάγη δεκάτη πέμπτη. ΛΟΝΔΙΝΟΝ, 12 (Ρόυτερ). — Η εικοσαέτις καλλονή του Ηνωμένου Βασιλείου εξελέγη «Μις Κόσμος». Η «Μις Ελλάς» κατετάγη δεκάτη πέμπτη. ΛΟΝΔΙΝΟΝ, 12 (Ρόυτερ). — Η εικοσαέτις καλλονή του Ηνωμένου Βασιλείου εξελέγη «Μις Κόσμος». Η «Μις Ελλάς» κατετάγη δεκάτη πέμπτη. (1174, 740, 1357, 873)
section-head: ΜΑΚΑΡΙΟΣ — ΠΛΑΖΑ (669, 526, 771, 537)
subhead-ministerial: ΕΠΙ ΥΠΟΥΡΓΙΚΟΥ ΕΠΙΠΕΔΟΥ (35, 1658, 265, 1677)
subhead-submarine: του πυρηνικού υποβρυχίου (1268, 1280, 1454, 1297)
headline-olive-oil: ΕΙΣ 15.000 ΤΟΝΝ. ΥΠΟΛΟΓΙΖΕΤΑΙ ΝΑ ΑΝΕΛΘΗ Η ΣΥΓΚΕΝΤΡΩΘΗΣΟΜΕΝΗ ΠΟΣΟΤΗΣ ΕΛΑΙΟΥ (1191, 1015, 1532, 1045)
subhead-fog: ΠΥΚΝΗ ΟΜΙΧΛΗ ΕΝΕΣΚΗΨΕΝ ΕΙΣ ΗΝΩΜΕΝΑΣ ΠΟΛΙΤΕΙΑΣ (457, 749, 957, 767)
subhead-conference: ΕΙΣ ΠΡΟΣΕΧΗ ΔΙΑΣΚΕΨΙΝ (47, 1638, 253, 1657)
article-text: ΗΝΩΜΕΝΑ ΕΘΝΗ, 12 (Ρόυτερ). — Η Κύπρος κατηγόρησε την Τουρκίαν, ότι ακολουθεί πολιτικήν προκλήσεως προς τα Ηνωμένα Έθνη, πολιτικήν η οποία αποτελεί απειλήν κατά της ειρήνης. Η κατηγορία αυτή περιέχεται εις επιστολήν προς τον γενικόν γραμματέα κ. Ου Θαντ. ΗΝΩΜΕΝΑ ΕΘΝΗ, 12 (Ρόυτερ). — Η Κύπρος κατηγόρησε την Τουρκίαν, ότι ακολουθεί πολιτικήν προκλήσεως προς τα Ηνωμένα Έθνη, πολιτικήν η οποία αποτελεί απειλήν κατά της ειρήνης. Η κατηγορία αυτή περιέχεται εις επιστολήν προς τον γενικόν γραμματέα κ. Ου Θαντ. (635, 259, 806, 433)
section-head: ΕΙΣΗΓΗΣΙΣ ΠΡΟΣΑΡΤΗΣΕΩΝ (474, 616, 610, 626)
article-text: ΣΑΣΕΜΠΟ, 12 (Ασσ. Πρες). — Κατά πληροφορίας της αστυνομίας, 5.000 διαδηλωταί συνεκεντρώθησαν εις την πόλιν. (1365, 1408, 1548, 1451)
article-text: ΠΟΛΙΣ ΤΟΥ ΒΑΤΙΚΑΝΟΥ, 12. — Νέα σειρά γραμματοσήμων εκδίδεται. (292, 1547, 445, 1579)
section-head: ΤΟΝ ΕΠΙΚΡΙΝΟΥΝ (856, 385, 942, 396)
article-text: ΠΑΡΙΣΙΟΙ, 12 (Ρόυτερ). — Ρουμανική αντιπροσωπεία έφθασεν εις Παρισίους. ΠΑΡΙΣΙΟΙ, 12 (Ρόυτερ). — Ρουμανική αντιπροσωπεία έφθασεν εις Παρισίους. (292, 1338, 445, 1405)
article-text: ΗΝΩΜΕΝΑ ΕΘΝΗ, 12 (Ρόυτερ). — Η Κύπρος κατηγόρησε την Τουρκίαν, ότι ακολουθεί πολιτικήν προκλήσεως προς τα Ηνωμένα Έθνη, πολιτικήν η οποία αποτελεί απειλήν κατά της ειρήνης. Η κατηγορία αυτή περιέχεται εις επιστολήν προς τον γενικόν γραμματέα κ. Ου Θαντ. ΛΕΥΚΩΣΙΑ, 12 (Ασσ. Πρες). — Επικρίνεται η στάσις της τουρκικής ηγεσίας. (813, 259, 984, 379)
article-text: ΑΘΗΝΑΙ, 12. — Υπό των αρμοδίων υπολογίζεται ότι η συγκεντρωθησομένη ποσότης ελαίου θα ανέλθη εις 15.000 τόννους. ΑΘΗΝΑΙ, 12. — Υπό των αρμοδίων υπολογίζεται ότι η συγκεντρωθησομένη ποσότης ελαίου θα ανέλθη εις 15.000 τόννους. (1174, 1045, 1357, 1133)
headline-vatican: ΝΕΑ ΓΡΑΜΜΑΤΟΣΗΜΑ ΕΚΔΙΔΕΙ ΤΟ ΒΑΤΙΚΑΝΟΝ (295, 1503, 442, 1545)
article-text: ΛΟΝΔΙΝΟΝ, 12 (Ρόυτερ). — Η εικοσαέτις καλλονή του Ηνωμένου Βασιλείου εξελέγη «Μις Κόσμος». Η «Μις Ελλάς» κατετάγη δεκάτη πέμπτη. (1365, 740, 1548, 783)
section-head: ΚΑΤΕΡΙΝΙΩΤΙΚΕΣ ΓΕΦΥΡΑ (80, 520, 220, 531)
article-text: ΓΕΝΕΥΗ, 12 (Ηνωμ. Τύποι). — Εμπειρογνώμονες της ευρωπαϊκής ενώσεως ελευθέρων συναλλαγών, συνελθόντες χθες, θα προτείνουν την επίκρισιν της Μεγάλης Βρεταννίας διά την αύξησιν των εισαγωγικών δασμών κατά 15%. ΓΕΝΕΥΗ, 12 (Ηνωμ. Τύποι). — Εμπειρογνώμονες της ευρωπαϊκής ενώσεως ελευθέρων συναλλαγών, συνελθόντες χθες, θα προτείνουν την επίκρισιν της Μεγάλης Βρεταννίας διά την αύξησιν των εισαγωγικών δασμών κατά 15%. (20, 1681, 280, 1769)
section-head: Η «ΜΙΣ ΑΦΡΙΚΗ» (1416, 789, 1497, 800)
right-columns (1174, 1045, 1548, 1135)
article-text: ΚΩΝΣΤΑΝΤΙΝΟΥΠΟΛΙΣ, 12 (Ρόυτερ). — Φοιτηταί εζήτησαν το κλείσιμον. ΚΩΝΣΤΑΝΤΙΝΟΥΠΟΛΙΣ, 12 (Ρόυτερ). — Φοιτηταί εζήτησαν το κλείσιμον. ΚΩΝΣΤΑΝΤΙΝΟΥΠΟΛΙΣ, 12 (Ρόυτερ). — Φοιτηταί εζήτησαν το κλείσιμον. (976, 998, 1162, 1066)
article-text: ΑΘΗΝΑΙ, 12. — Από της σήμερον κηρύσσονται εις τριήμερον απεργίαν οι ιατροί του Ιδρύματος Κοινωνικών Ασφαλίσεων. Η απεργία θα διαρκέση μέχρι της Παρασκευής. ΑΘΗΝΑΙ, 12. — Από της σήμερον κηρύσσονται εις τριήμερον απεργίαν οι ιατροί του Ιδρύματος Κοινωνικών Ασφαλίσεων. Η απεργία θα διαρκέση μέχρι της Παρασκευής. ΑΘΗΝΑΙ, 12. — Από της σήμερον κηρύσσονται εις τριήμερον απεργίαν οι ιατροί του Ιδρύματος Κοινωνικών Ασφαλίσεων. Η απεργία θα διαρκέση μέχρι της Παρασκευής. ΑΘΗΝΑΙ, 12. — Από της σήμερον κηρύσσονται εις τριήμερον απεργίαν οι ιατροί του Ιδρύματος Κοινωνικών Ασφαλίσεων. Η απεργία θα διαρκέση μέχρι της Παρασκευής. (20, 983, 280, 1118)
article-text: ΛΕΥΚΩΣΙΑ, 12 (Ομιρ. Πρες). — Ο αρχιεπίσκοπος Μακάριος απήντησεν. ΛΕΥΚΩΣΙΑ, 12 (Ομιρ. Πρες). — Ο αρχιεπίσκοπος Μακάριος απήντησεν. ΛΕΥΚΩΣΙΑ, 12 (Ομιρ. Πρες). — Ο αρχιεπίσκοπος Μακάριος απήντησεν. (992, 344, 1162, 413)
headline-airmen: ΜΕ ΕΙΔΙΚΟΝ ΑΕΡΟΠΛΑΝΟΝ ΑΠΟ ΤΗΝ ΓΑΛΛΙΑΝ ΘΑ ΜΕΤΑΦΕΡΘΟΥΝ ΕΙΣ ΗΡΑΚΛΕΙΟΝ ΟΙ ΣΟΡΟΙ ΤΩΝ ΕΝΝΕΑ ΦΟΝΕΥΘΕΝΤΩΝ ΑΕΡΟΠΟΡΩΝ (501, 991, 913, 1039)
column-rule (451, 20, 452, 2287)
headline-ankara: Η ΑΓΚΥΡΑ ΣΥΝΕΧΙΖΕΙ ΤΑΣ ΑΝΑΚΡΙΣΕΙΣ ΔΙΑ ΤΟΝ Κ. ΙΑΚΙΝ (299, 1015, 438, 1056)
tax-bill-headline: ΔΗΜΟΣΙΕΥΕΤΑΙ ΣΗΜΕΡΟΝ ΤΟ ΝΟΜΟΣΧΕΔΙΟΝ ΠΕΡΙ ΜΕΙΩΣΕΩΣ ΤΗΣ ΦΟΡΟΛΟΓΙΑΣ (306, 23, 431, 85)
second-column (292, 20, 445, 1809)
right-subcol (1365, 1301, 1548, 1519)
article-text: ΛΟΝΔΙΝΟΝ, 12 (Ρόυτερ). — Αντικαθίστανται οι Δανοί στρατιώται. (813, 569, 984, 591)
headline-doctors-strike: ΟΙ ΙΑΤΡΟΙ ΤΟΥ Ι.Κ.Α. ΕΚΗΡΥΞΑΝ ΤΡΙΗΜΕΡΟΝ ΑΠΕΡΓΙΑΝ ΜΕ ΚΥΡΙΟΝ ΑΙΤΗΜΑ ΤΗΝ ΑΣΦΑΛΙΣΗ ΕΙΣ ΤΟ ΤΕΑΠΟΚΑ (29, 708, 270, 794)
section-head: ΝΕΑΙ ΔΙΑΔΗΛΩΣΕΙΣ (1409, 1395, 1504, 1405)
